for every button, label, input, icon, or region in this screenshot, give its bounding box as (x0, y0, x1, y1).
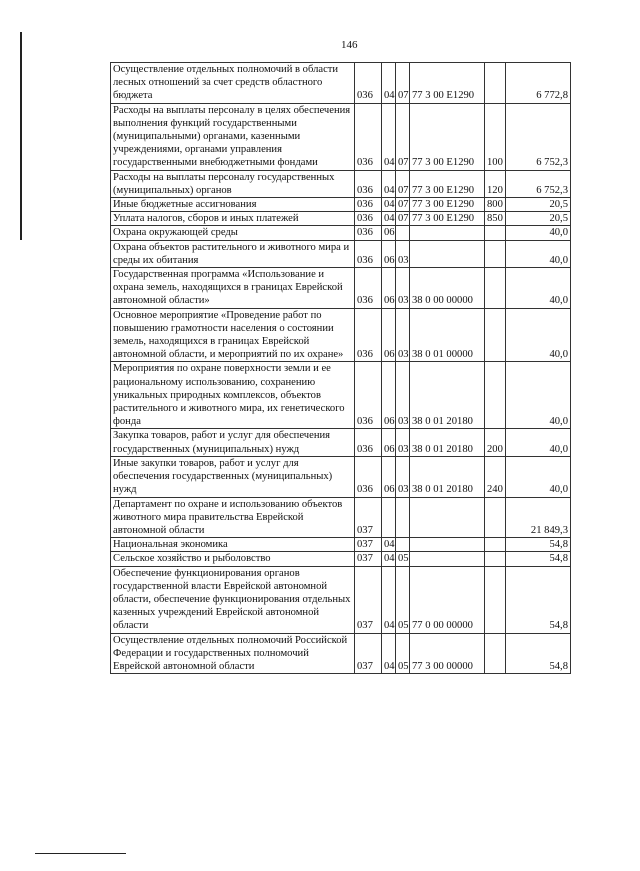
row-name: Осуществление отдельных полномочий Российской Федерации и государственных полномочий Еврейской автономной области (111, 633, 355, 674)
row-ministry-code: 036 (355, 268, 382, 309)
row-subsection-code: 07 (396, 103, 410, 170)
table-row (111, 308, 571, 362)
row-section-code: 04 (382, 633, 396, 674)
row-name: Иные закупки товаров, работ и услуг для обеспечения государственных (муниципальных) нужд (111, 456, 355, 497)
row-target-article: 38 0 01 20180 (410, 456, 485, 497)
table-row (111, 456, 571, 497)
row-amount: 40,0 (506, 308, 571, 362)
row-expense-type (485, 566, 506, 633)
row-amount: 40,0 (506, 456, 571, 497)
row-ministry-code: 036 (355, 198, 382, 212)
row-amount: 21 849,3 (506, 497, 571, 538)
table-row (111, 497, 571, 538)
row-name: Охрана окружающей среды (111, 226, 355, 240)
row-ministry-code: 036 (355, 240, 382, 267)
row-section-code: 04 (382, 63, 396, 104)
row-section-code: 04 (382, 198, 396, 212)
row-amount: 6 752,3 (506, 103, 571, 170)
row-amount: 40,0 (506, 226, 571, 240)
row-name: Основное мероприятие «Проведение работ по повышению грамотности населения о состоянии земель, находящихся в границах Еврейской автономной области, и мероприятий по их охране» (111, 308, 355, 362)
table-row (111, 362, 571, 429)
row-name: Осуществление отдельных полномочий в области лесных отношений за счет средств областного бюджета (111, 63, 355, 104)
row-section-code: 06 (382, 268, 396, 309)
row-amount: 40,0 (506, 240, 571, 267)
row-amount: 54,8 (506, 552, 571, 566)
row-name: Расходы на выплаты персоналу в целях обеспечения выполнения функций государственными (муниципальными) органами, казенными учреждениями, органами управления государственными внебюджетными фондами (111, 103, 355, 170)
row-ministry-code: 037 (355, 633, 382, 674)
row-name: Государственная программа «Использование и охрана земель, находящихся в границах Еврейской автономной области» (111, 268, 355, 309)
row-ministry-code: 036 (355, 212, 382, 226)
row-section-code: 06 (382, 240, 396, 267)
row-ministry-code: 037 (355, 566, 382, 633)
row-expense-type (485, 538, 506, 552)
row-expense-type (485, 362, 506, 429)
row-target-article (410, 552, 485, 566)
row-amount: 40,0 (506, 268, 571, 309)
row-ministry-code: 036 (355, 308, 382, 362)
row-section-code: 04 (382, 212, 396, 226)
row-target-article: 38 0 01 00000 (410, 308, 485, 362)
table-row (111, 63, 571, 104)
row-name: Охрана объектов растительного и животного мира и среды их обитания (111, 240, 355, 267)
row-target-article: 38 0 01 20180 (410, 362, 485, 429)
row-target-article: 77 3 00 E1290 (410, 212, 485, 226)
table-row (111, 212, 571, 226)
row-name: Национальная экономика (111, 538, 355, 552)
row-ministry-code: 037 (355, 552, 382, 566)
row-section-code: 06 (382, 456, 396, 497)
row-name: Мероприятия по охране поверхности земли и ее рациональному использованию, сохранению уникальных природных комплексов, объектов растительного и животного мира, их генетического фонда (111, 362, 355, 429)
row-target-article: 77 3 00 00000 (410, 633, 485, 674)
page-number: 146 (341, 39, 358, 51)
row-section-code: 06 (382, 308, 396, 362)
row-subsection-code: 05 (396, 633, 410, 674)
row-subsection-code: 05 (396, 552, 410, 566)
row-target-article (410, 497, 485, 538)
row-subsection-code: 03 (396, 456, 410, 497)
row-amount: 54,8 (506, 633, 571, 674)
row-amount: 54,8 (506, 566, 571, 633)
row-amount: 54,8 (506, 538, 571, 552)
table-row (111, 538, 571, 552)
footer-rule (35, 853, 126, 854)
row-ministry-code: 036 (355, 429, 382, 456)
row-subsection-code: 03 (396, 429, 410, 456)
row-target-article (410, 240, 485, 267)
row-subsection-code (396, 226, 410, 240)
row-section-code: 04 (382, 538, 396, 552)
row-expense-type (485, 240, 506, 267)
row-name: Сельское хозяйство и рыболовство (111, 552, 355, 566)
row-expense-type (485, 552, 506, 566)
row-target-article (410, 538, 485, 552)
row-name: Обеспечение функционирования органов государственной власти Еврейской автономной области, обеспечение функционирования отдельных казенных учреждений Еврейской автономной области (111, 566, 355, 633)
table-row (111, 170, 571, 197)
table-row (111, 552, 571, 566)
row-ministry-code: 036 (355, 362, 382, 429)
row-ministry-code: 037 (355, 538, 382, 552)
row-name: Закупка товаров, работ и услуг для обеспечения государственных (муниципальных) нужд (111, 429, 355, 456)
row-expense-type (485, 226, 506, 240)
table-row (111, 198, 571, 212)
row-expense-type (485, 63, 506, 104)
table-row (111, 226, 571, 240)
row-amount: 40,0 (506, 429, 571, 456)
row-ministry-code: 036 (355, 63, 382, 104)
row-amount: 6 752,3 (506, 170, 571, 197)
row-section-code (382, 497, 396, 538)
binding-line (20, 32, 22, 240)
row-target-article (410, 226, 485, 240)
row-subsection-code: 03 (396, 268, 410, 309)
row-subsection-code: 07 (396, 212, 410, 226)
table-row (111, 103, 571, 170)
table-row (111, 566, 571, 633)
row-subsection-code: 07 (396, 170, 410, 197)
row-section-code: 04 (382, 552, 396, 566)
row-target-article: 77 3 00 E1290 (410, 103, 485, 170)
row-expense-type (485, 308, 506, 362)
row-subsection-code (396, 497, 410, 538)
row-target-article: 77 0 00 00000 (410, 566, 485, 633)
table-row (111, 633, 571, 674)
row-section-code: 04 (382, 566, 396, 633)
row-subsection-code: 03 (396, 362, 410, 429)
row-expense-type: 200 (485, 429, 506, 456)
row-name: Расходы на выплаты персоналу государственных (муниципальных) органов (111, 170, 355, 197)
row-subsection-code: 07 (396, 63, 410, 104)
table-row (111, 240, 571, 267)
row-subsection-code: 03 (396, 308, 410, 362)
row-expense-type (485, 268, 506, 309)
row-target-article: 77 3 00 E1290 (410, 198, 485, 212)
row-expense-type: 100 (485, 103, 506, 170)
row-expense-type: 120 (485, 170, 506, 197)
row-target-article: 38 0 01 20180 (410, 429, 485, 456)
row-amount: 40,0 (506, 362, 571, 429)
row-expense-type: 240 (485, 456, 506, 497)
row-subsection-code: 07 (396, 198, 410, 212)
row-target-article: 77 3 00 E1290 (410, 63, 485, 104)
row-name: Департамент по охране и использованию объектов животного мира правительства Еврейской автономной области (111, 497, 355, 538)
row-section-code: 04 (382, 103, 396, 170)
row-amount: 20,5 (506, 198, 571, 212)
row-target-article: 38 0 00 00000 (410, 268, 485, 309)
row-ministry-code: 036 (355, 226, 382, 240)
row-section-code: 06 (382, 226, 396, 240)
row-name: Уплата налогов, сборов и иных платежей (111, 212, 355, 226)
row-subsection-code (396, 538, 410, 552)
row-ministry-code: 036 (355, 456, 382, 497)
row-expense-type (485, 633, 506, 674)
row-amount: 20,5 (506, 212, 571, 226)
row-amount: 6 772,8 (506, 63, 571, 104)
row-subsection-code: 03 (396, 240, 410, 267)
row-section-code: 06 (382, 429, 396, 456)
row-target-article: 77 3 00 E1290 (410, 170, 485, 197)
row-expense-type: 850 (485, 212, 506, 226)
row-subsection-code: 05 (396, 566, 410, 633)
table-row (111, 268, 571, 309)
row-section-code: 06 (382, 362, 396, 429)
row-expense-type: 800 (485, 198, 506, 212)
table-row (111, 429, 571, 456)
row-ministry-code: 036 (355, 103, 382, 170)
row-section-code: 04 (382, 170, 396, 197)
row-name: Иные бюджетные ассигнования (111, 198, 355, 212)
row-ministry-code: 037 (355, 497, 382, 538)
budget-table (110, 62, 571, 674)
row-ministry-code: 036 (355, 170, 382, 197)
row-expense-type (485, 497, 506, 538)
